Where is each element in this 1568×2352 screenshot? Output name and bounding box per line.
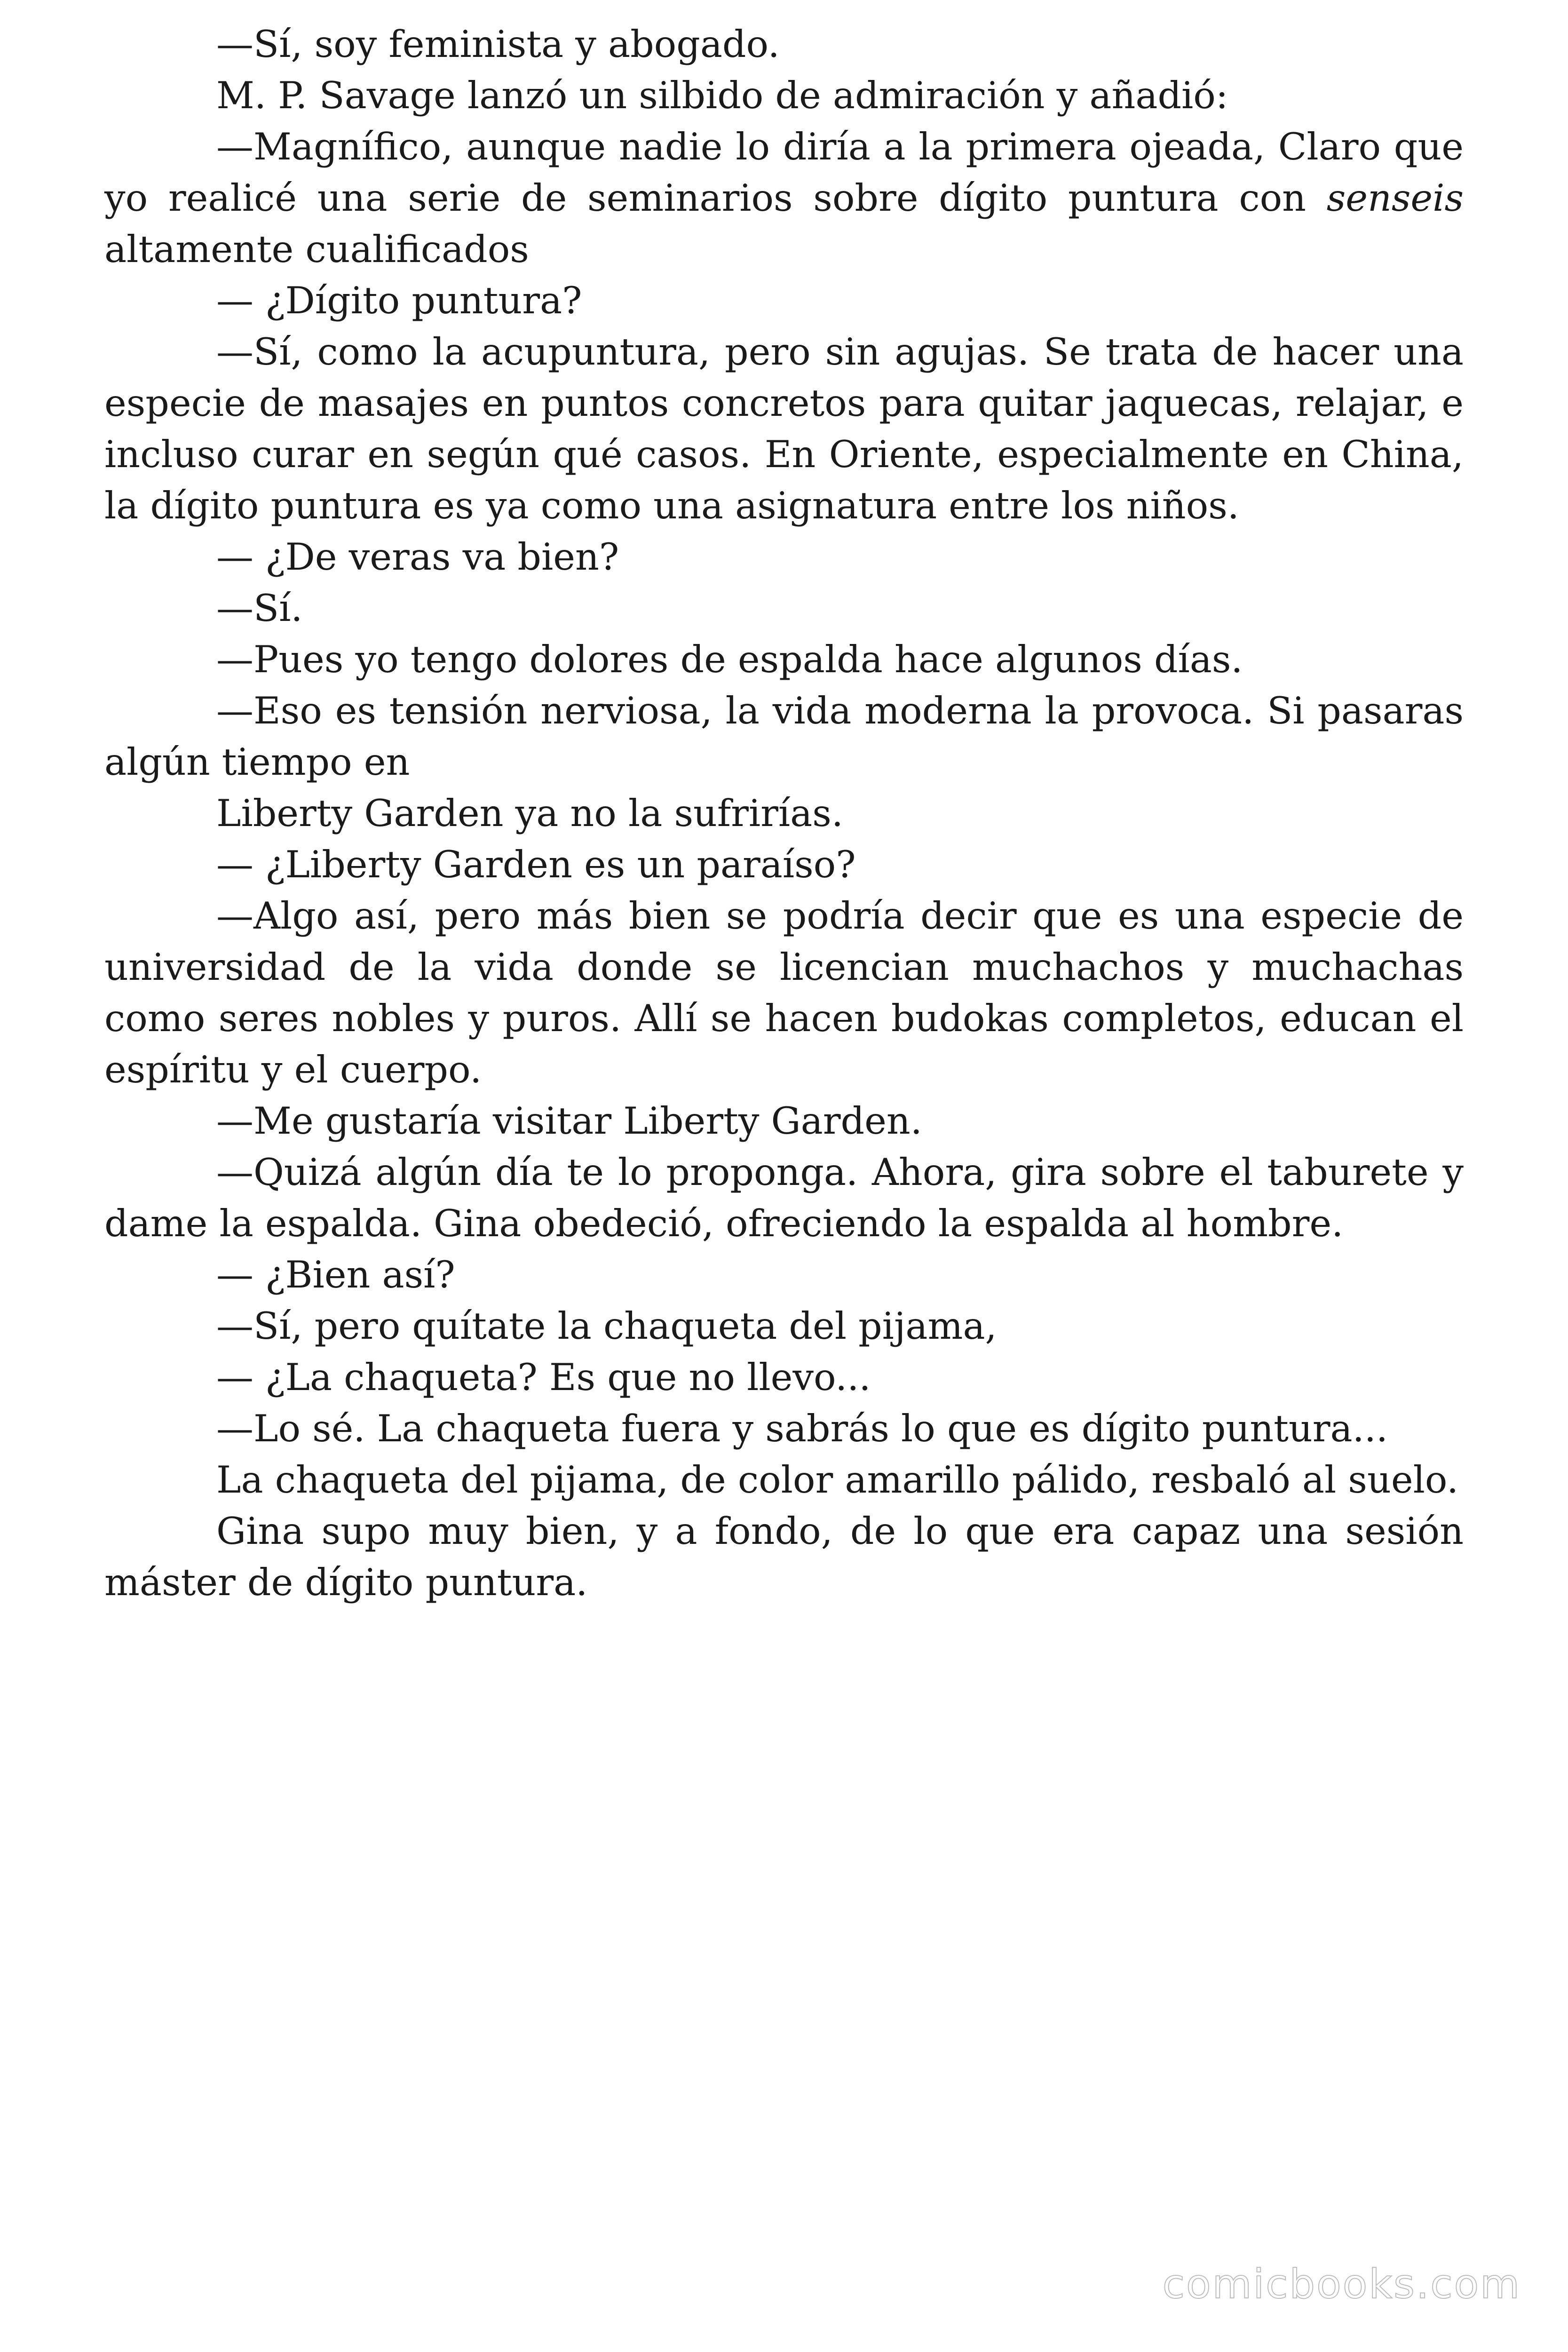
- paragraph: — ¿Dígito puntura?: [216, 279, 582, 322]
- paragraph: —Sí, como la acupuntura, pero sin agujas. Se trata de hacer una especie de masajes en puntos concretos para quitar jaquecas, relajar, e incluso curar en según qué casos. En Oriente, especialmente en China, la dígito puntura es ya como una asignatura entre los niños.: [104, 330, 1464, 527]
- paragraph: Liberty Garden ya no la sufrirías.: [216, 792, 843, 835]
- paragraph: Gina supo muy bien, y a fondo, de lo que era capaz una sesión máster de dígito puntura.: [104, 1510, 1464, 1604]
- italic-term: senseis: [1326, 176, 1464, 220]
- paragraph: —Sí, soy feminista y abogado.: [216, 23, 780, 66]
- paragraph: —Eso es tensión nerviosa, la vida moderna la provoca. Si pasaras algún tiempo en: [104, 689, 1464, 784]
- paragraph: La chaqueta del pijama, de color amarillo pálido, resbaló al suelo.: [216, 1458, 1459, 1502]
- paragraph: —Algo así, pero más bien se podría decir que es una especie de universidad de la vida donde se licencian muchachos y muchachas como seres nobles y puros. Allí se hacen budokas completos, educan el espíritu y el cuerpo.: [104, 894, 1464, 1091]
- paragraph: —Sí, pero quítate la chaqueta del pijama,: [216, 1304, 997, 1348]
- paragraph: —Quizá algún día te lo proponga. Ahora, gira sobre el taburete y dame la espalda. Gina obedeció, ofreciendo la espalda al hombre.: [104, 1151, 1464, 1245]
- paragraph: — ¿Bien así?: [216, 1253, 455, 1296]
- site-watermark: comicbooks.com: [1162, 2261, 1521, 2308]
- paragraph: [104, 121, 1464, 275]
- paragraph: —Me gustaría visitar Liberty Garden.: [216, 1099, 922, 1143]
- paragraph: —Sí.: [216, 587, 303, 630]
- paragraph: — ¿De veras va bien?: [216, 535, 619, 579]
- paragraph-text: altamente cualificados: [104, 228, 529, 271]
- paragraph: — ¿Liberty Garden es un paraíso?: [216, 843, 856, 886]
- paragraph-text: —Magnífico, aunque nadie lo diría a la primera ojeada, Claro que yo realicé una serie de seminarios sobre dígito puntura con: [104, 125, 1464, 220]
- paragraph: — ¿La chaqueta? Es que no llevo...: [216, 1356, 871, 1399]
- paragraph: M. P. Savage lanzó un silbido de admiración y añadió:: [216, 74, 1228, 117]
- body-text: [104, 19, 1464, 1608]
- paragraph: —Pues yo tengo dolores de espalda hace algunos días.: [216, 638, 1243, 681]
- paragraph: —Lo sé. La chaqueta fuera y sabrás lo que es dígito puntura...: [216, 1407, 1388, 1450]
